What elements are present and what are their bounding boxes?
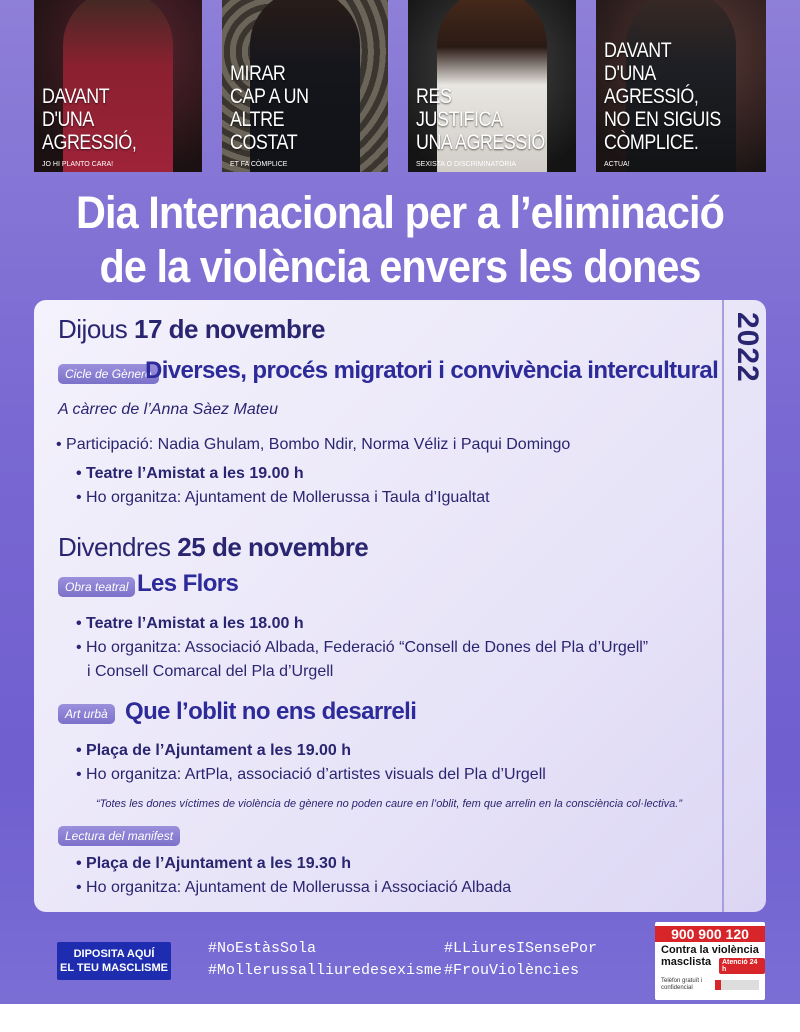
photo-subcaption-2: ET FA CÒMPLICE xyxy=(230,161,288,168)
date-value: 17 de novembre xyxy=(133,314,325,344)
caption-line: DAVANT xyxy=(604,39,672,62)
caption-line: D'UNA AGRESSIÓ, xyxy=(604,62,699,108)
caption-line: JUSTIFICA xyxy=(416,108,503,131)
photo-caption-1 xyxy=(42,85,136,154)
sponsor-logo-strip xyxy=(0,1004,800,1032)
button-line: DIPOSITA AQUÍ xyxy=(73,948,155,960)
event-venue: • Teatre l’Amistat a les 18.00 h xyxy=(76,615,304,632)
program-panel xyxy=(34,300,766,912)
year-divider xyxy=(722,300,724,912)
photo-subcaption-1: JO HI PLANTO CARA! xyxy=(42,161,114,168)
event-title: Que l’oblit no ens desarreli xyxy=(125,698,417,725)
caption-line: CAP A UN xyxy=(230,85,309,108)
caption-line: D'UNA xyxy=(42,108,94,131)
helpline-line2: masclista xyxy=(661,956,712,968)
caption-line: ALTRE xyxy=(230,108,285,131)
photo-caption-4 xyxy=(604,39,742,154)
category-tag: Obra teatral xyxy=(58,577,135,597)
helpline-badge: Atenció 24 h xyxy=(719,958,765,974)
event-organizer: • Ho organitza: Associació Albada, Federació “Consell de Dones del Pla d’Urgell” xyxy=(76,639,649,656)
institute-logo-icon xyxy=(715,980,759,990)
category-tag: Cicle de Gènere xyxy=(58,364,159,384)
page-title xyxy=(32,186,768,294)
weekday: Dijous xyxy=(58,314,128,344)
hashtag[interactable]: #NoEstàsSola xyxy=(208,940,317,957)
caption-line: NO EN SIGUIS xyxy=(604,108,721,131)
helpline-line1: Contra la violència xyxy=(661,944,759,956)
photo-strip xyxy=(34,0,766,172)
photo-woman-red-shirt xyxy=(34,0,202,172)
caption-line: AGRESSIÓ, xyxy=(42,131,137,154)
photo-caption-2 xyxy=(230,62,309,154)
caption-line: DAVANT xyxy=(42,85,110,108)
event-venue: • Plaça de l’Ajuntament a les 19.00 h xyxy=(76,742,352,759)
event-venue: • Plaça de l’Ajuntament a les 19.30 h xyxy=(76,855,352,872)
category-tag: Art urbà xyxy=(58,704,115,724)
helpline-box[interactable] xyxy=(655,922,765,1000)
event-venue: • Teatre l’Amistat a les 19.00 h xyxy=(76,465,304,482)
photo-caption-3 xyxy=(416,85,545,154)
helpline-phone[interactable]: 900 900 120 xyxy=(655,926,765,942)
event-organizer: • Ho organitza: Ajuntament de Mollerussa i Associació Albada xyxy=(76,879,512,896)
button-line: EL TEU MASCLISME xyxy=(60,962,168,974)
photo-subcaption-4: ACTUA! xyxy=(604,161,630,168)
caption-line: COSTAT xyxy=(230,131,298,154)
title-line-1: Dia Internacional per a l’eliminació xyxy=(76,187,724,238)
event-organizer: • Ho organitza: Ajuntament de Mollerussa i Taula d’Igualtat xyxy=(76,489,490,506)
hashtag[interactable]: #FrouViolències xyxy=(444,962,580,979)
photo-subcaption-3: SEXISTA O DISCRIMINATÒRIA xyxy=(416,161,517,168)
hashtag[interactable]: #LLiuresISensePor xyxy=(444,940,598,957)
event-participants: • Participació: Nadia Ghulam, Bombo Ndir, Norma Véliz i Paqui Domingo xyxy=(56,436,571,453)
hashtag[interactable]: #Mollerussalliuredesexisme xyxy=(208,962,443,979)
event-title: Les Flors xyxy=(137,570,239,597)
weekday: Divendres xyxy=(58,532,171,562)
date-heading-2 xyxy=(58,532,368,563)
photo-young-man xyxy=(596,0,766,172)
caption-line: RES xyxy=(416,85,452,108)
category-tag: Lectura del manifest xyxy=(58,826,180,846)
event-title: Diverses, procés migratori i convivència intercultural xyxy=(145,357,719,384)
date-value: 25 de novembre xyxy=(177,532,369,562)
event-organizer: • Ho organitza: ArtPla, associació d’artistes visuals del Pla d’Urgell xyxy=(76,766,546,783)
deposit-sexism-button[interactable] xyxy=(57,942,171,980)
caption-line: MIRAR xyxy=(230,62,286,85)
caption-line: UNA AGRESSIÓ xyxy=(416,131,545,154)
photo-woman-white-blouse xyxy=(408,0,576,172)
photo-man-black-shirt xyxy=(222,0,388,172)
event-quote: “Totes les dones víctimes de violència de gènere no poden caure en l’oblit, fem que arrelin en la consciència col·lectiva.” xyxy=(96,798,682,810)
date-heading-1 xyxy=(58,314,325,345)
event-byline: A càrrec de l’Anna Sàez Mateu xyxy=(58,401,278,418)
caption-line: CÒMPLICE. xyxy=(604,131,699,154)
title-line-2: de la violència envers les dones xyxy=(99,241,701,292)
year-label: 2022 xyxy=(731,312,764,383)
event-organizer-cont: i Consell Comarcal del Pla d’Urgell xyxy=(87,663,334,680)
helpline-note: Telèfon gratuït i confidencial xyxy=(661,978,703,991)
